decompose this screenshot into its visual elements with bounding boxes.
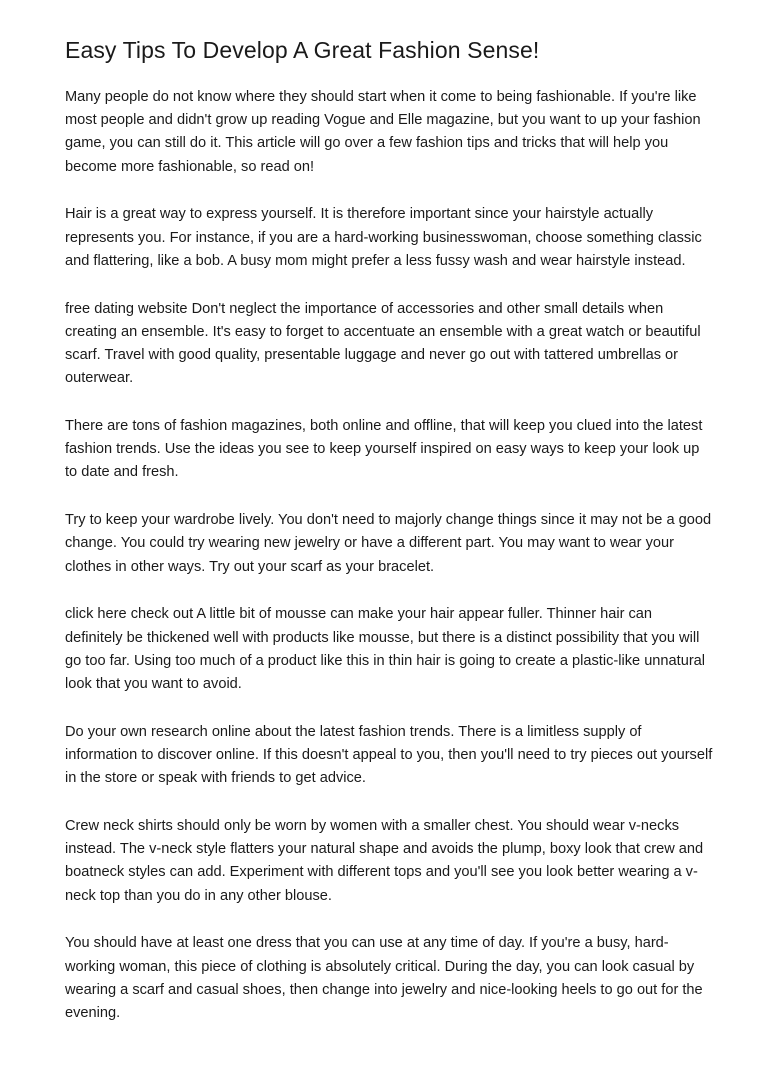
- paragraph-3: [65, 298, 713, 391]
- paragraph-text: Try to keep your wardrobe lively. You don't need to majorly change things since it may not be a good change. You could try wearing new jewelry or have a different part. You may want to wear your clothes in other ways. Try out your scarf as your bracelet.: [65, 512, 712, 575]
- paragraph-4: [65, 415, 713, 485]
- paragraph-text: A little bit of mousse can make your hair appear fuller. Thinner hair can definitely be thickened well with products like mousse, but there is a distinct possibility that you will go too far. Using too much of a product like this in thin hair is going to create a plastic-like unnatural look that you want to avoid.: [65, 606, 706, 693]
- paragraph-text: Don't neglect the importance of accessories and other small details when creating an ensemble. It's easy to forget to accentuate an ensemble with a great watch or beautiful scarf. Travel with good quality, presentable luggage and never go out with tattered umbrellas or outerwear.: [65, 300, 701, 387]
- paragraph-text: Many people do not know where they should start when it come to being fashionable. If you're like most people and didn't grow up reading Vogue and Elle magazine, but you want to up your fashion game, you can still do it. This article will go over a few fashion tips and tricks that will help you become more fashionable, so read on!: [65, 89, 701, 175]
- paragraph-2: [65, 203, 713, 273]
- paragraph-lead-link-text: free dating website: [65, 300, 188, 317]
- paragraph-1: [65, 86, 713, 179]
- paragraph-text: Crew neck shirts should only be worn by women with a smaller chest. You should wear v-necks instead. The v-neck style flatters your natural shape and avoids the plump, boxy look that crew and boatneck styles can add. Experiment with different tops and you'll see you look better wearing a v-neck top than you do in any other blouse.: [65, 818, 704, 904]
- paragraph-text: Hair is a great way to express yourself. It is therefore important since your hairstyle actually represents you. For instance, if you are a hard-working businesswoman, choose something classic and flattering, like a bob. A busy mom might prefer a less fussy wash and wear hairstyle instead.: [65, 206, 702, 269]
- paragraph-text: You should have at least one dress that you can use at any time of day. If you're a busy, hard-working woman, this piece of clothing is absolutely critical. During the day, you can look casual by wearing a scarf and casual shoes, then change into jewelry and nice-looking heels to go out for the evening.: [65, 935, 703, 1022]
- paragraph-text: There are tons of fashion magazines, both online and offline, that will keep you clued into the latest fashion trends. Use the ideas you see to keep yourself inspired on easy ways to keep your look up to date and fresh.: [65, 418, 703, 481]
- paragraph-6: [65, 603, 713, 696]
- page-title: Easy Tips To Develop A Great Fashion Sense!: [65, 37, 540, 63]
- paragraph-lead-link-text: click here check out: [65, 606, 194, 623]
- paragraph-7: [65, 721, 713, 791]
- paragraph-8: [65, 815, 713, 908]
- document-page: [65, 36, 713, 1050]
- paragraph-5: [65, 509, 713, 579]
- paragraph-9: [65, 932, 713, 1025]
- paragraph-text: Do your own research online about the latest fashion trends. There is a limitless supply of information to discover online. If this doesn't appeal to you, then you'll need to try pieces out yourself in the store or speak with friends to get advice.: [65, 723, 713, 787]
